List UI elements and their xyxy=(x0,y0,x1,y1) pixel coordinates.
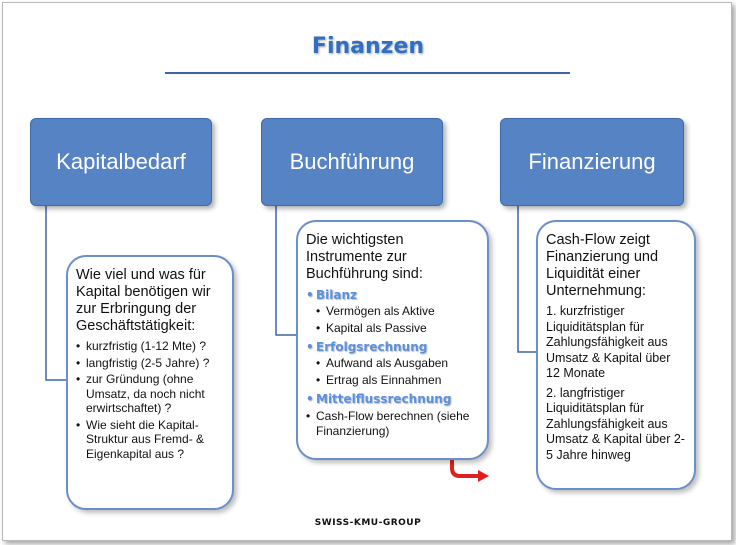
list-item: • Kapital als Passive xyxy=(306,320,479,337)
header-kapitalbedarf-label: Kapitalbedarf xyxy=(56,149,186,174)
header-buchfuehrung-label: Buchführung xyxy=(289,149,415,174)
list-item: • Ertrag als Einnahmen xyxy=(306,372,479,389)
list-item: • Aufwand als Ausgaben xyxy=(306,355,479,372)
card-finanzierung-paragraph-2: 2. langfristiger Liquiditätsplan für Zahlungsfähigkeit aus Umsatz & Kapital über 2-5 Jahre hinweg xyxy=(546,385,685,462)
card-buchfuehrung xyxy=(296,220,489,460)
connector-finanzierung xyxy=(518,205,538,352)
section-bilanz-list xyxy=(306,303,479,337)
header-finanzierung xyxy=(500,118,684,206)
list-item: • Cash-Flow berechnen (siehe Finanzierung) xyxy=(306,409,479,438)
list-item: • langfristig (2-5 Jahre) ? xyxy=(76,356,224,371)
section-erfolgsrechnung-list xyxy=(306,355,479,389)
connector-kapitalbedarf xyxy=(46,205,66,380)
connector-buchfuehrung xyxy=(276,205,296,335)
header-finanzierung-label: Finanzierung xyxy=(528,149,656,174)
header-buchfuehrung xyxy=(261,118,443,206)
list-item: • kurzfristig (1-12 Mte) ? xyxy=(76,339,224,354)
card-kapitalbedarf-intro: Wie viel und was für Kapital benötigen wir zur Erbringung der Geschäftstätigkeit: xyxy=(76,267,211,334)
card-finanzierung xyxy=(536,220,696,490)
list-item: • Wie sieht die Kapital-Struktur aus Fremd- & Eigenkapital aus ? xyxy=(76,418,224,462)
card-kapitalbedarf-list xyxy=(76,339,224,461)
header-kapitalbedarf xyxy=(30,118,212,206)
page-title: Finanzen xyxy=(311,34,425,59)
card-kapitalbedarf xyxy=(66,255,234,510)
section-erfolgsrechnung: • Erfolgsrechnung xyxy=(306,339,479,355)
card-finanzierung-paragraph-1: 1. kurzfristiger Liquiditätsplan für Zahlungsfähigkeit aus Umsatz & Kapital über 12 Monate xyxy=(546,304,671,380)
section-mittelflussrechnung-list xyxy=(306,409,479,438)
footer-brand: SWISS-KMU-GROUP xyxy=(314,518,422,528)
section-mittelflussrechnung: • Mittelflussrechnung xyxy=(306,391,479,407)
card-finanzierung-intro: Cash-Flow zeigt Finanzierung und Liquidität einer Unternehmung: xyxy=(546,232,659,299)
list-item: • Vermögen als Aktive xyxy=(306,303,479,320)
section-bilanz: • Bilanz xyxy=(306,287,479,303)
card-buchfuehrung-intro: Die wichtigsten Instrumente zur Buchführung sind: xyxy=(306,232,423,282)
list-item: • zur Gründung (ohne Umsatz, da noch nicht erwirtschaftet) ? xyxy=(76,372,224,416)
